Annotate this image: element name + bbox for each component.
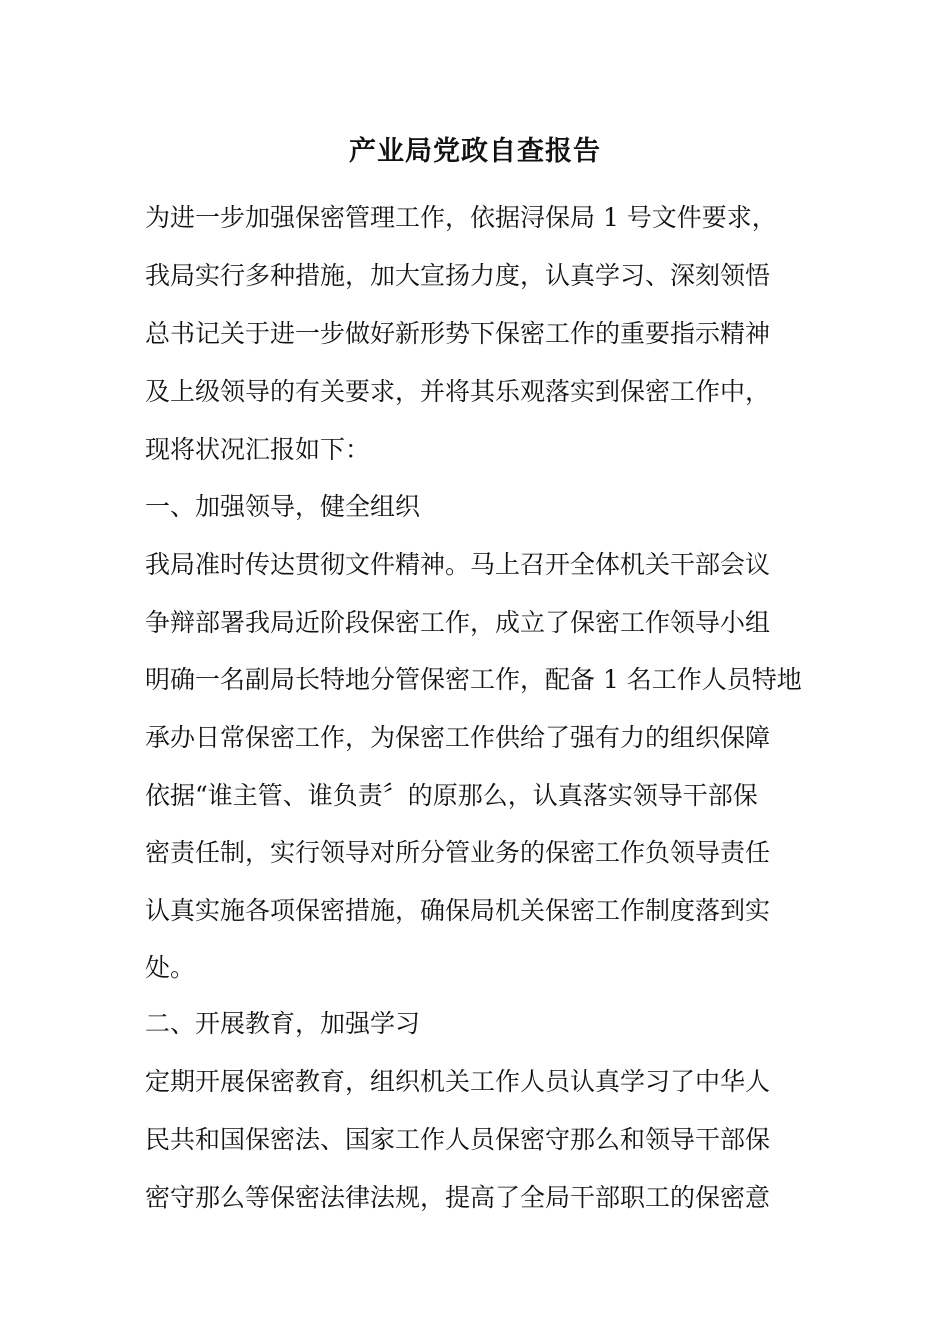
document-title: 产业局党政自查报告 bbox=[349, 136, 601, 167]
body-line: 密守那么等保密法律法规，提高了全局干部职工的保密意 bbox=[145, 1183, 771, 1212]
body-line: 承办日常保密工作，为保密工作供给了强有力的组织保障 bbox=[145, 723, 771, 752]
body-line: 认真实施各项保密措施，确保局机关保密工作制度落到实 bbox=[145, 896, 771, 925]
body-line: 依据“谁主管、谁负责〞的原那么，认真落实领导干部保 bbox=[145, 781, 758, 810]
section-heading: 一、加强领导，健全组织 bbox=[145, 492, 421, 521]
body-line: 争辩部署我局近阶段保密工作，成立了保密工作领导小组 bbox=[145, 608, 771, 637]
body-line: 为进一步加强保密管理工作，依据浔保局 1 号文件要求， bbox=[145, 203, 777, 232]
body-line: 及上级领导的有关要求，并将其乐观落实到保密工作中， bbox=[145, 377, 771, 406]
body-line: 我局实行多种措施，加大宣扬力度，认真学习、深刻领悟 bbox=[145, 261, 771, 290]
body-line: 现将状况汇报如下： bbox=[145, 435, 371, 464]
body-line: 处。 bbox=[145, 953, 196, 982]
body-line: 密责任制，实行领导对所分管业务的保密工作负领导责任 bbox=[145, 838, 771, 867]
body-line: 民共和国保密法、国家工作人员保密守那么和领导干部保 bbox=[145, 1125, 771, 1154]
body-line: 我局准时传达贯彻文件精神。马上召开全体机关干部会议 bbox=[145, 550, 771, 579]
section-heading: 二、开展教育，加强学习 bbox=[145, 1009, 421, 1038]
body-line: 定期开展保密教育，组织机关工作人员认真学习了中华人 bbox=[145, 1067, 771, 1096]
body-line: 总书记关于进一步做好新形势下保密工作的重要指示精神 bbox=[145, 319, 771, 348]
body-line: 明确一名副局长特地分管保密工作，配备 1 名工作人员特地 bbox=[145, 665, 802, 694]
